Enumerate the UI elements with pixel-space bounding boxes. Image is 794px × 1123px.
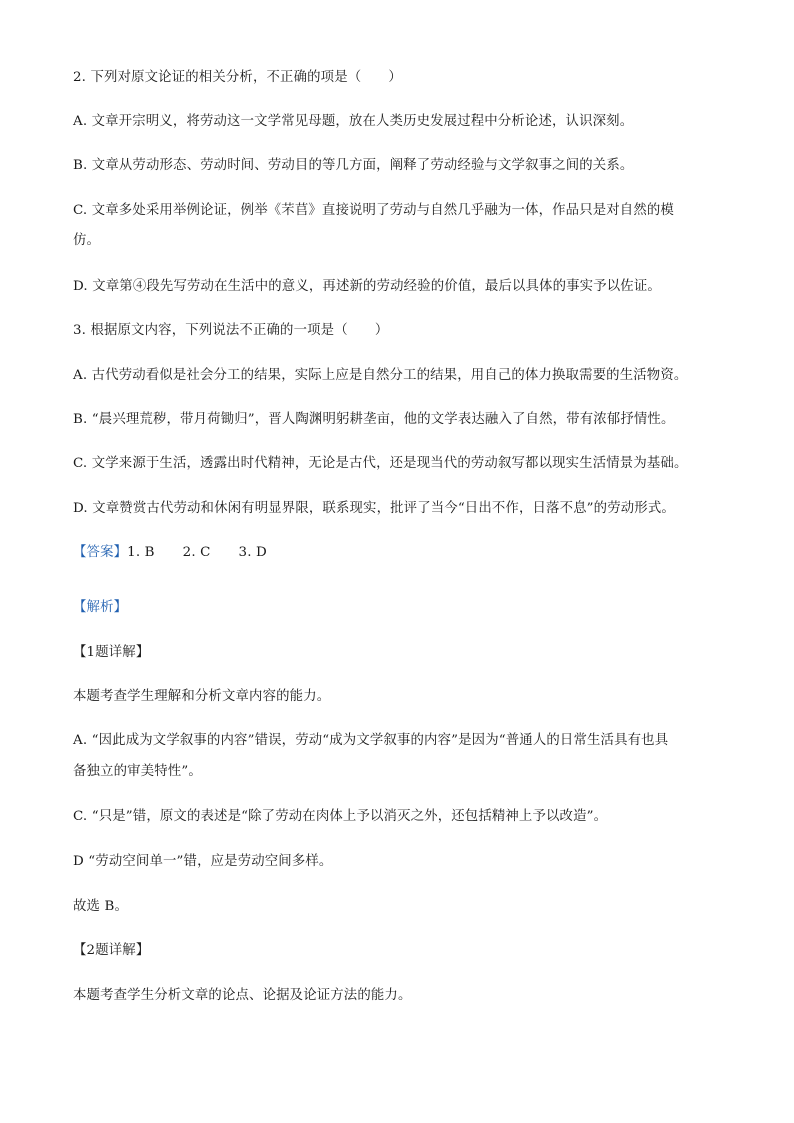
detail-1-d: D “劳动空间单一”错，应是劳动空间多样。 (73, 854, 333, 869)
q3-option-a: A. 古代劳动看似是社会分工的结果，实际上应是自然分工的结果，用自己的体力换取需要的生活物资。 (73, 368, 688, 383)
detail-1-c: C. “只是”错，原文的表述是“除了劳动在肉体上予以消灭之外，还包括精神上予以改造”。 (73, 809, 608, 824)
detail-1-intro: 本题考查学生理解和分析文章内容的能力。 (73, 689, 331, 704)
q3-stem: 3. 根据原文内容，下列说法不正确的一项是（ ） (73, 323, 389, 338)
answer-2: 2. C (182, 545, 211, 560)
detail-2-label: 【2题详解】 (73, 943, 150, 958)
detail-1-a-line1: A. “因此成为文学叙事的内容”错误，劳动“成为文学叙事的内容”是因为“普通人的日常生活具有也具 (73, 733, 669, 748)
detail-2-intro: 本题考查学生分析文章的论点、论据及论证方法的能力。 (73, 988, 412, 1003)
answer-label: 【答案】 (73, 545, 128, 560)
q2-option-a: A. 文章开宗明义，将劳动这一文学常见母题，放在人类历史发展过程中分析论述，认识深刻。 (73, 114, 634, 129)
answer-3: 3. D (238, 545, 267, 560)
detail-1-label: 【1题详解】 (73, 645, 150, 660)
q2-option-c-line2: 仿。 (73, 233, 101, 248)
q3-option-c: C. 文学来源于生活，透露出时代精神，无论是古代，还是现当代的劳动叙写都以现实生活情景为基础。 (73, 456, 688, 471)
q3-option-b: B. “晨兴理荒秽，带月荷锄归”，晋人陶渊明躬耕垄亩，他的文学表达融入了自然，带有浓郁抒情性。 (73, 412, 675, 427)
q2-option-c-line1: C. 文章多处采用举例论证，例举《芣苢》直接说明了劳动与自然几乎融为一体，作品只是对自然的模 (73, 203, 674, 218)
q2-stem: 2. 下列对原文论证的相关分析，不正确的项是（ ） (73, 70, 402, 85)
q2-option-b: B. 文章从劳动形态、劳动时间、劳动目的等几方面，阐释了劳动经验与文学叙事之间的关系。 (73, 158, 634, 173)
q2-option-d: D. 文章第④段先写劳动在生活中的意义，再述新的劳动经验的价值，最后以具体的事实予以佐证。 (73, 279, 661, 294)
analysis-label: 【解析】 (73, 600, 128, 615)
answer-1: 1. B (127, 545, 155, 560)
detail-1-conclusion: 故选 B。 (73, 899, 129, 914)
q3-option-d: D. 文章赞赏古代劳动和休闲有明显界限，联系现实，批评了当今“日出不作，日落不息”的劳动形式。 (73, 501, 675, 516)
detail-1-a-line2: 备独立的审美特性”。 (73, 764, 202, 779)
answer-line (73, 543, 733, 563)
